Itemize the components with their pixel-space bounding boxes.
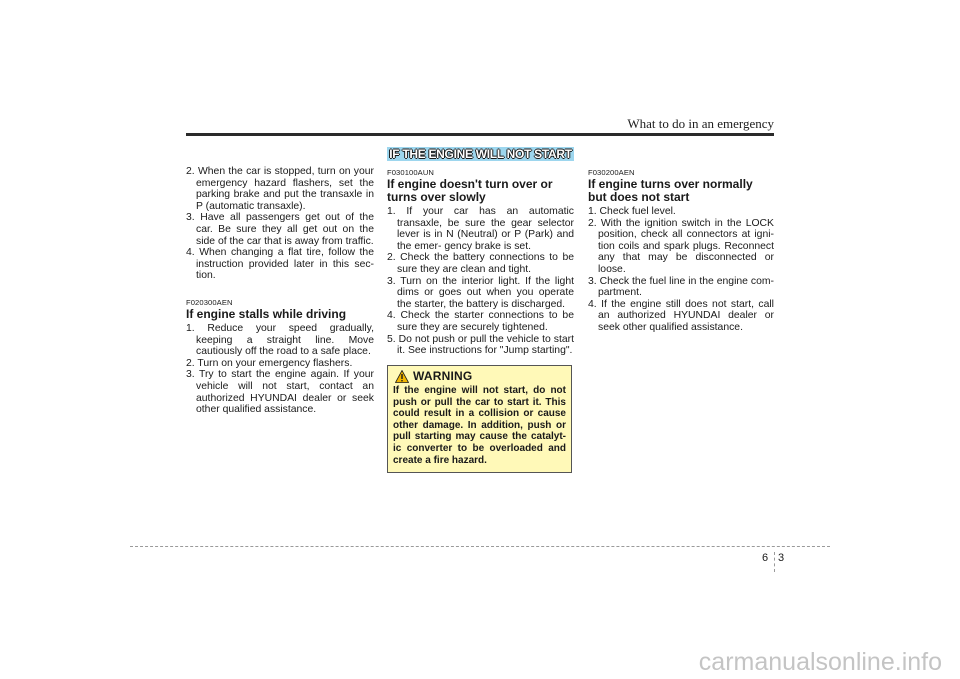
list-item: 1. If your car has an automatic transaxle, be sure the gear selector lever is in N (Neutral) or P (Park) and the emer- gency brake is set. bbox=[387, 206, 574, 252]
section-code: F030100AUN bbox=[387, 168, 435, 177]
page-number: 3 bbox=[778, 552, 785, 564]
warning-header bbox=[395, 369, 566, 383]
warning-text: If the engine will not start, do not push or pull the car to start it. This could result in a collision or cause other damage. In addition, push or pull starting may cause the catalyt- ic converter to be overloaded and create a fire hazard. bbox=[393, 385, 566, 466]
section-heading: If engine stalls while driving bbox=[186, 307, 347, 321]
section-header-title: What to do in an emergency bbox=[627, 116, 774, 131]
section-code: F020300AEN bbox=[186, 298, 233, 307]
watermark: carmanualsonline.info bbox=[698, 648, 942, 676]
list-item: 2. Check the battery connections to be sure they are clean and tight. bbox=[387, 252, 574, 275]
no-turn-over-section bbox=[387, 168, 574, 357]
list-item: 2. When the car is stopped, turn on your emergency hazard flashers, set the parking brake and put the transaxle in P (automatic transaxle). bbox=[186, 166, 374, 212]
list-item: 2. Turn on your emergency flashers. bbox=[186, 357, 353, 369]
chapter-number: 6 bbox=[762, 552, 769, 564]
list-item: 4. If the engine still does not start, call an authorized HYUNDAI dealer or seek other qualified assistance. bbox=[588, 298, 774, 333]
section-banner-label: IF THE ENGINE WILL NOT START bbox=[389, 147, 572, 161]
list-item: 2. With the ignition switch in the LOCK position, check all connectors at igni- tion coils and spark plugs. Reconnect any that may be disconnected or loose. bbox=[588, 217, 774, 275]
list-item: 3. Turn on the interior light. If the light dims or goes out when you operate the starter, the battery is discharged. bbox=[387, 275, 574, 310]
engine-stalls-section bbox=[186, 298, 374, 416]
header-rule bbox=[186, 133, 774, 136]
list-item: 1. Check fuel level. bbox=[588, 206, 676, 217]
warning-title: WARNING bbox=[413, 369, 473, 383]
page-number-divider bbox=[774, 552, 775, 572]
hazard-steps-block bbox=[186, 166, 374, 282]
warning-triangle-icon bbox=[395, 370, 409, 383]
turns-over-no-start-section bbox=[588, 168, 774, 334]
list-item: 1. Reduce your speed gradually, keeping a straight line. Move cautiously off the road to a safe place. bbox=[186, 323, 374, 358]
section-heading: If engine doesn't turn over or turns over slowly bbox=[387, 177, 553, 204]
footer-rule bbox=[130, 546, 830, 547]
list-item: 3. Try to start the engine again. If your vehicle will not start, contact an authorized HYUNDAI dealer or seek other qualified assistance. bbox=[186, 369, 374, 416]
engine-stalls-steps bbox=[186, 323, 374, 416]
list-item: 4. Check the starter connections to be sure they are securely tightened. bbox=[387, 310, 574, 333]
list-item: 3. Check the fuel line in the engine com- partment. bbox=[588, 275, 774, 299]
no-turn-over-steps bbox=[387, 206, 574, 357]
section-banner bbox=[387, 147, 574, 161]
hazard-steps-list bbox=[186, 166, 374, 282]
list-item: 3. Have all passengers get out of the car. Be sure they all get out on the side of the car that is away from traffic. bbox=[186, 212, 374, 247]
section-code: F030200AEN bbox=[588, 168, 635, 177]
list-item: 4. When changing a flat tire, follow the instruction provided later in this sec- tion. bbox=[186, 247, 374, 282]
warning-box bbox=[387, 365, 572, 473]
turns-over-no-start-steps bbox=[588, 206, 774, 334]
list-item: 5. Do not push or pull the vehicle to start it. See instructions for "Jump starting". bbox=[387, 333, 574, 357]
section-heading: If engine turns over normally but does not start bbox=[588, 177, 753, 204]
